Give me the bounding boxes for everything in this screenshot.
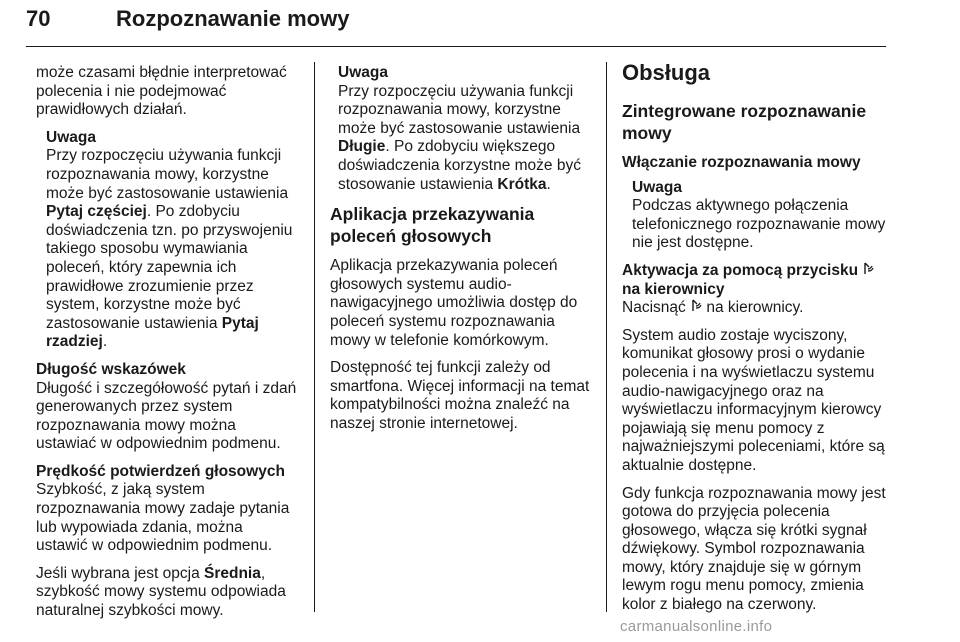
paragraph-prompt-length: Długość i szczegółowość pytań i zdań generowanych przez system rozpoznawania mowy można ustawiać w odpowiednim podmenu. bbox=[36, 379, 297, 453]
subsection-integrated-recognition: Zintegrowane rozpoznawanie mowy bbox=[622, 101, 867, 143]
page-number: 70 bbox=[26, 6, 51, 31]
note-body: Podczas aktywnego połączenia telefonicznego rozpoznawanie mowy nie jest dostępne. bbox=[632, 197, 886, 252]
paragraph-voice-speed: Szybkość, z jaką system rozpoznawania mowy zadaje pytania lub wypowiada zdania, można ustawić w odpowiednim podmenu. bbox=[36, 481, 290, 555]
section-operation: Obsługa bbox=[622, 60, 711, 85]
heading-voice-speed: Prędkość potwierdzeń głosowych bbox=[36, 462, 285, 480]
voice-speaking-head-icon bbox=[690, 299, 702, 318]
voice-speaking-head-icon bbox=[862, 262, 874, 281]
page-header bbox=[26, 0, 886, 47]
page-title: Rozpoznawanie mowy bbox=[116, 6, 350, 31]
option-long: Długie bbox=[338, 138, 386, 156]
note-text: . Po zdobyciu większego doświadczenia korzystne może być stosowanie ustawienia bbox=[338, 138, 581, 193]
option-ask-less: Pytaj rzadziej bbox=[46, 314, 259, 351]
note-text: . Po zdobyciu doświadczenia tzn. po przyswojeniu takiego sposobu wymawiania poleceń, który zapewnia ich prawidłowe zrozumienie przez system, korzystne może być zastosowanie ustawienia bbox=[46, 203, 293, 332]
note-text: . bbox=[102, 333, 108, 351]
column-2 bbox=[330, 64, 592, 443]
heading-steering-button bbox=[622, 262, 892, 299]
note-box bbox=[330, 64, 592, 194]
text: na kierownicy. bbox=[702, 299, 804, 317]
paragraph-press-button bbox=[622, 299, 892, 318]
paragraph-system-muted: System audio zostaje wyciszony, komunikat głosowy prosi o wydanie polecenia i na wyświetlaczu systemu audio-nawigacyjnego oraz na wyświetlaczu informacyjnym kierowcy pojawiają się menu pomocy z najważniejszymi poleceniami, które są aktualnie dostępne. bbox=[622, 326, 885, 474]
text: Jeśli wybrana jest opcja bbox=[36, 564, 204, 582]
note-text: Przy rozpoczęciu używania funkcji rozpoznawania mowy, korzystne może być zastosowanie ustawienia bbox=[46, 147, 289, 202]
note-box bbox=[36, 129, 298, 352]
column-3 bbox=[622, 60, 892, 624]
watermark: carmanualsonline.info bbox=[620, 618, 773, 635]
text: na kierownicy bbox=[622, 280, 725, 298]
note-title: Uwaga bbox=[632, 178, 682, 196]
paragraph-passthrough: Aplikacja przekazywania poleceń głosowych systemu audio-nawigacyjnego umożliwia dostęp do poleceń systemu rozpoznawania mowy w telefonie komórkowym. bbox=[330, 257, 578, 349]
column-1 bbox=[36, 64, 298, 630]
paragraph-ready-signal: Gdy funkcja rozpoznawania mowy jest gotowa do przyjęcia polecenia głosowego, włącza się krótki sygnał dźwiękowy. Symbol rozpoznawania mowy, który znajduje się w górnym lewym rogu menu pomocy, zmienia kolor z białego na czerwony. bbox=[622, 484, 886, 614]
note-text: Przy rozpoczęciu używania funkcji rozpoznawania mowy, korzystne może być zastosowanie ustawienia bbox=[338, 82, 581, 137]
option-ask-more: Pytaj częściej bbox=[46, 203, 147, 221]
column-divider bbox=[314, 62, 315, 612]
option-medium: Średnia bbox=[204, 564, 261, 582]
heading-activate-recognition: Włączanie rozpoznawania mowy bbox=[622, 154, 861, 171]
paragraph-medium-option bbox=[36, 565, 298, 621]
text: Aktywacja za pomocą przycisku bbox=[622, 261, 863, 279]
note-title: Uwaga bbox=[338, 64, 388, 81]
note-box bbox=[622, 179, 892, 253]
text: Nacisnąć bbox=[622, 299, 691, 317]
note-body bbox=[338, 83, 592, 195]
note-body bbox=[46, 147, 298, 352]
note-text: . bbox=[546, 175, 551, 193]
text: , szybkość mowy systemu odpowiada naturalnej szybkości mowy. bbox=[36, 564, 286, 620]
heading-prompt-length: Długość wskazówek bbox=[36, 360, 186, 378]
note-title: Uwaga bbox=[46, 128, 96, 146]
section-voice-passthrough: Aplikacja przekazywania poleceń głosowych bbox=[330, 204, 535, 247]
option-short: Krótka bbox=[497, 175, 547, 193]
column-divider bbox=[606, 62, 607, 612]
paragraph-availability: Dostępność tej funkcji zależy od smartfona. Więcej informacji na temat kompatybilności można znaleźć na naszej stronie internetowej. bbox=[330, 359, 590, 432]
intro-paragraph: może czasami błędnie interpretować polecenia i nie podejmować prawidłowych działań. bbox=[36, 64, 287, 119]
